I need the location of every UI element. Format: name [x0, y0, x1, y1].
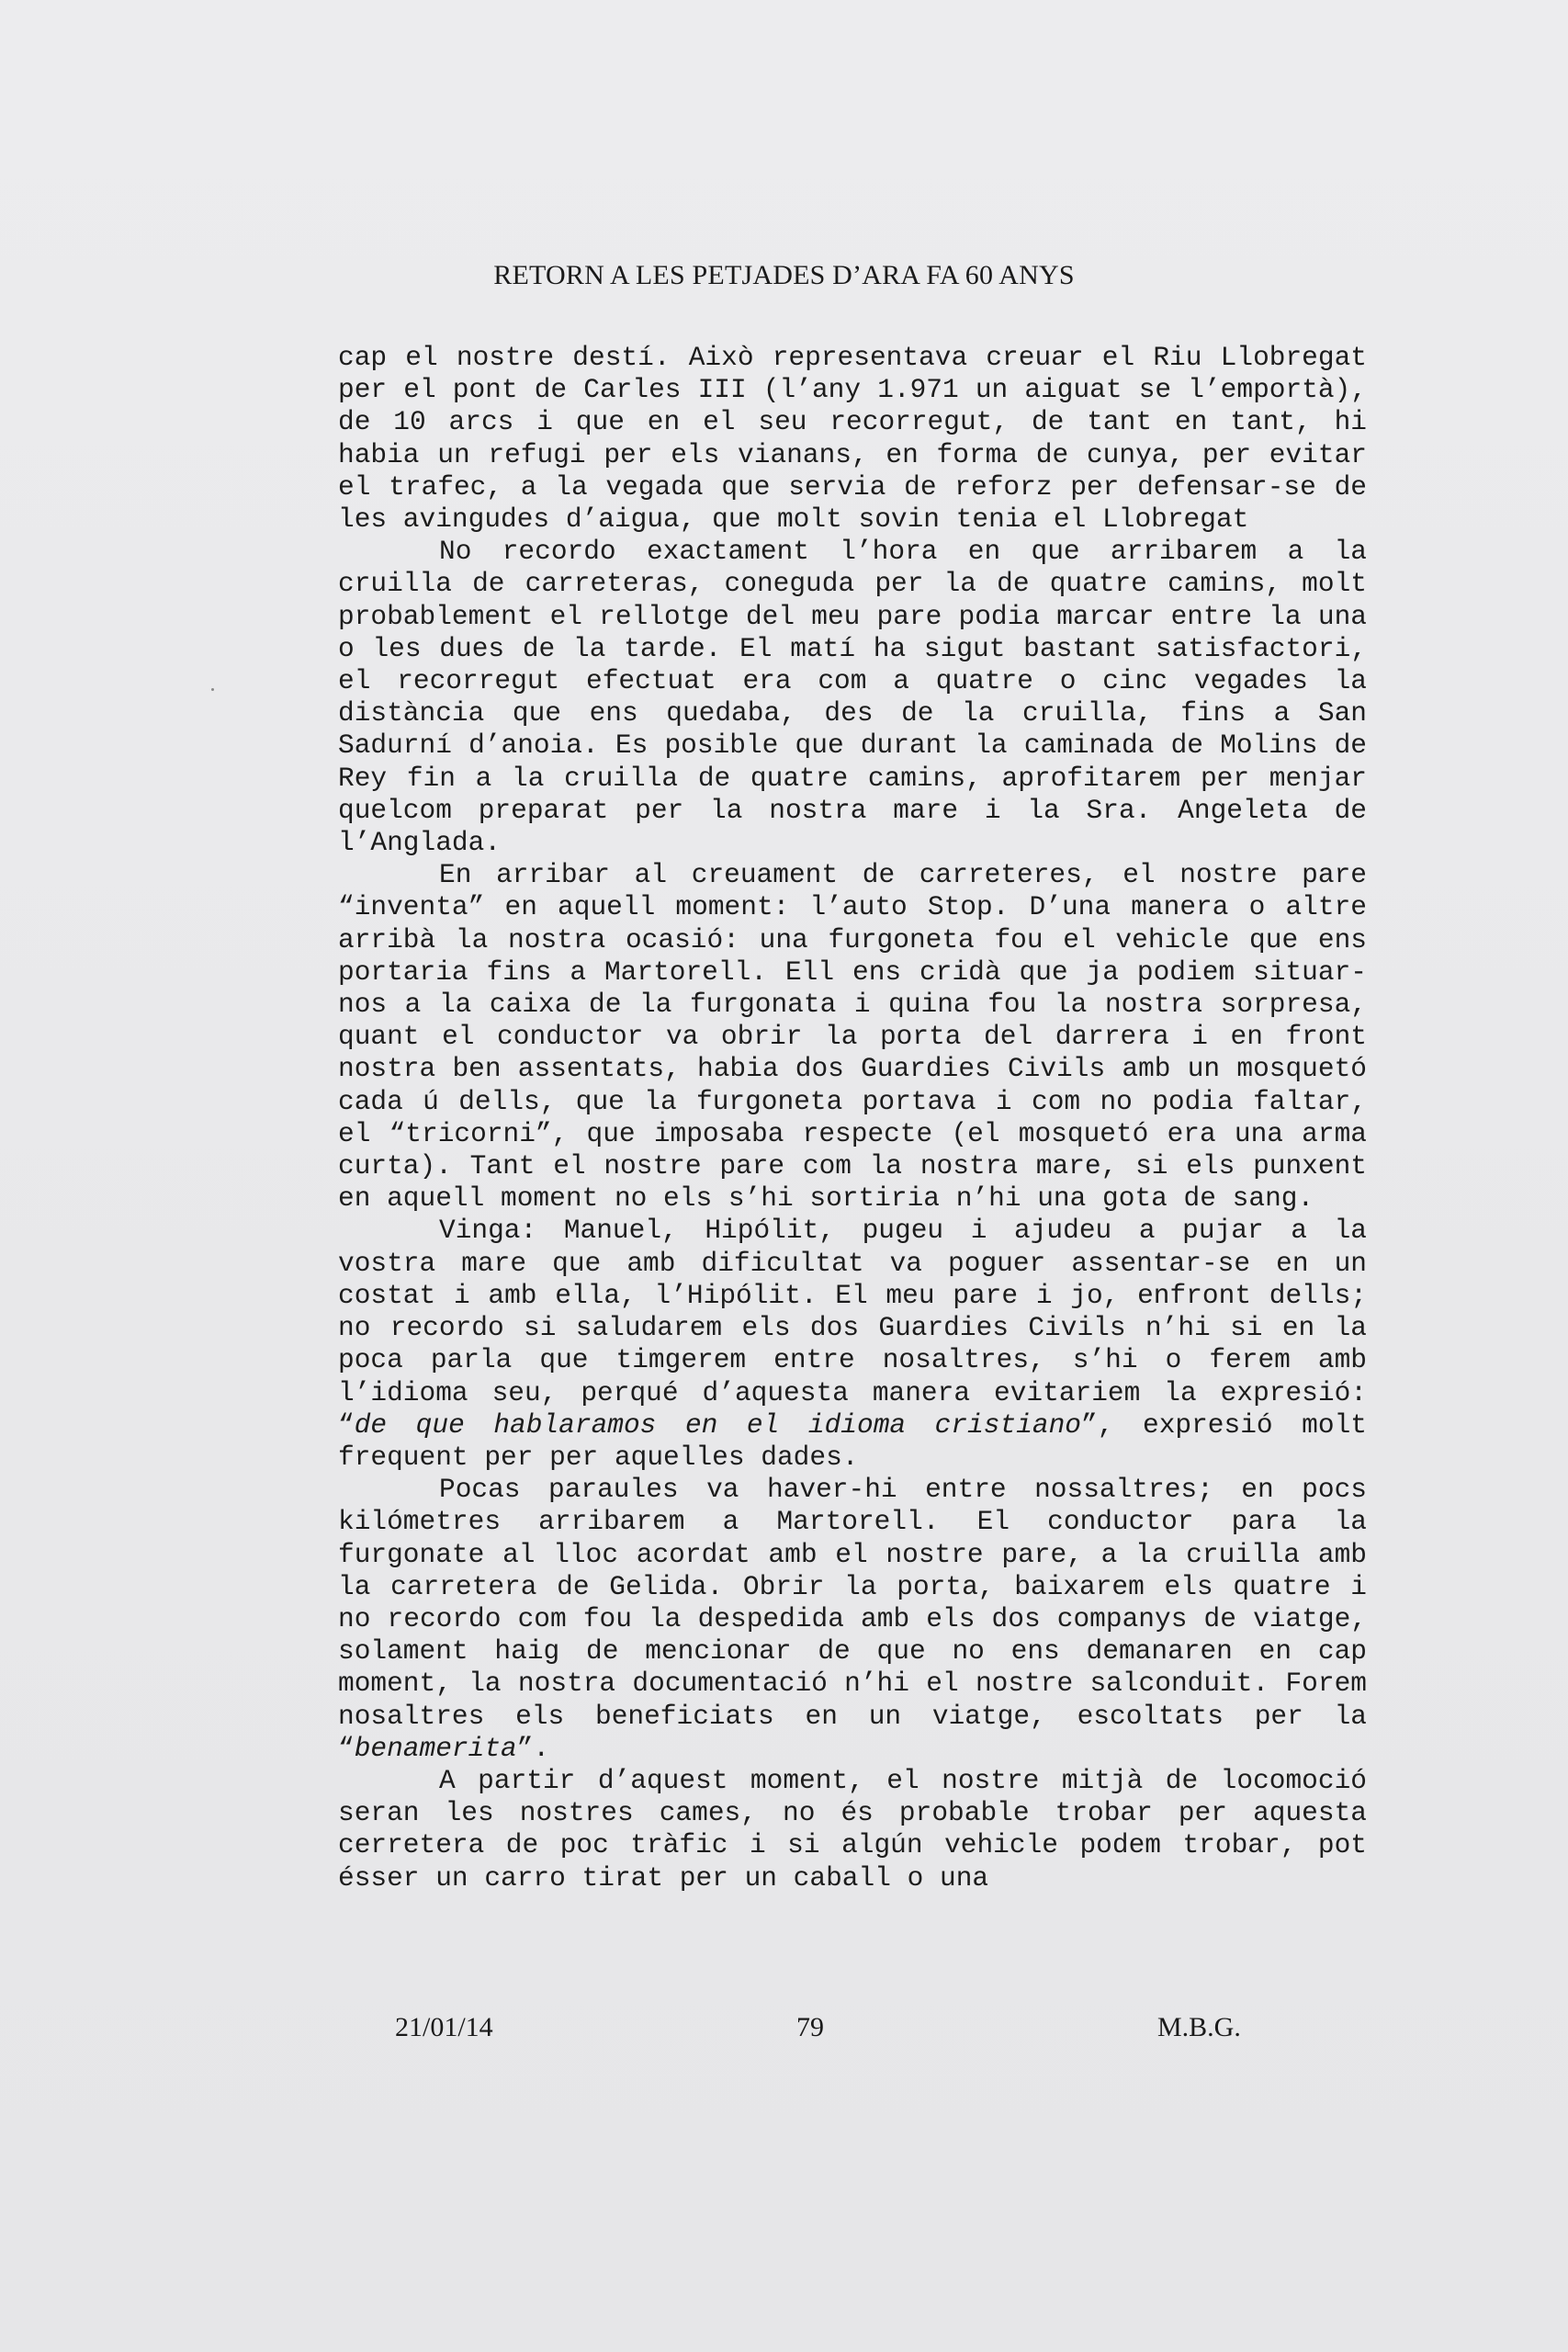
paragraph-5: [338, 1474, 1367, 1765]
paper-speck: [211, 688, 214, 691]
body-text: [338, 342, 1367, 1894]
paragraph-4-italic-quote: de que hablaramos en el idioma cristiano: [354, 1408, 1082, 1441]
paragraph-2: No recordo exactament l’hora en que arribarem a la cruilla de carreteras, coneguda per la de quatre camins, molt probablement el rellotge del meu pare podia marcar entre la una o les dues de la tarde. El matí ha sigut bastant satisfactori, el recorregut efectuat era com a quatre o cinc vegades la distància que ens quedaba, des de la cruilla, fins a San Sadurní d’anoia. Es posible que durant la caminada de Molins de Rey fin a la cruilla de quatre camins, aprofitarem per menjar quelcom preparat per la nostra mare i la Sra. Angeleta de l’Anglada.: [338, 536, 1367, 859]
paragraph-5-italic-quote: benamerita: [354, 1732, 517, 1764]
paragraph-3: En arribar al creuament de carreteres, el nostre pare “inventa” en aquell moment: l’auto Stop. D’una manera o altre arribà la nostra ocasió: una furgoneta fou el vehicle que ens portaria fins a Martorell. Ell ens cridà que ja podiem situar-nos a la caixa de la furgonata i quina fou la nostra sorpresa, quant el conductor va obrir la porta del darrera i en front nostra ben assentats, habia dos Guardies Civils amb un mosquetó cada ú dells, que la furgoneta portava i com no podia faltar, el “tricorni”, que imposaba respecte (el mosquetó era una arma curta). Tant el nostre pare com la nostra mare, si els punxent en aquell moment no els s’hi sortiria n’hi una gota de sang.: [338, 859, 1367, 1215]
paragraph-4-text-end: ”, expresió molt frequent per per aquelles dades.: [338, 1408, 1367, 1473]
paragraph-5-text: Pocas paraules va haver-hi entre nossaltres; en pocs kilómetres arribarem a Martorell. El conductor para la furgonate al lloc acordat amb el nostre pare, a la cruilla amb la carretera de Gelida. Obrir la porta, baixarem els quatre i no recordo com fou la despedida amb els dos companys de viatge, solament haig de mencionar de que no ens demanaren en cap moment, la nostra documentació n’hi el nostre salconduit. Forem nosaltres els beneficiats en un viatge, escoltats per la “: [338, 1474, 1367, 1764]
paragraph-6: A partir d’aquest moment, el nostre mitjà de locomoció seran les nostres cames, no és probable trobar per aquesta cerretera de poc tràfic i si algún vehicle podem trobar, pot ésser un carro tirat per un caball o una: [338, 1764, 1367, 1894]
footer-author-initials: M.B.G.: [1157, 2012, 1241, 2042]
footer-page-number: 79: [796, 2012, 824, 2042]
page-footer: [0, 2012, 1568, 2049]
paragraph-4: [338, 1215, 1367, 1474]
paragraph-1: cap el nostre destí. Això representava creuar el Riu Llobregat per el pont de Carles III (l’any 1.971 un aiguat se l’emportà), de 10 arcs i que en el seu recorregut, de tant en tant, hi habia un refugi per els vianans, en forma de cunya, per evitar el trafec, a la vegada que servia de reforz per defensar-se de les avingudes d’aigua, que molt sovin tenia el Llobregat: [338, 342, 1367, 536]
paragraph-5-text-end: ”.: [516, 1732, 550, 1764]
paragraph-4-text: Vinga: Manuel, Hipólit, pugeu i ajudeu a pujar a la vostra mare que amb dificultat va poguer assentar-se en un costat i amb ella, l’Hipólit. El meu pare i jo, enfront dells; no recordo si saludarem els dos Guardies Civils n’hi si en la poca parla que timgerem entre nosaltres, s’hi o ferem amb l’idioma seu, perqué d’aquesta manera evitariem la expresió: “: [338, 1215, 1367, 1441]
footer-date: 21/01/14: [395, 2012, 493, 2042]
page-header-title: RETORN A LES PETJADES D’ARA FA 60 ANYS: [493, 260, 1075, 290]
